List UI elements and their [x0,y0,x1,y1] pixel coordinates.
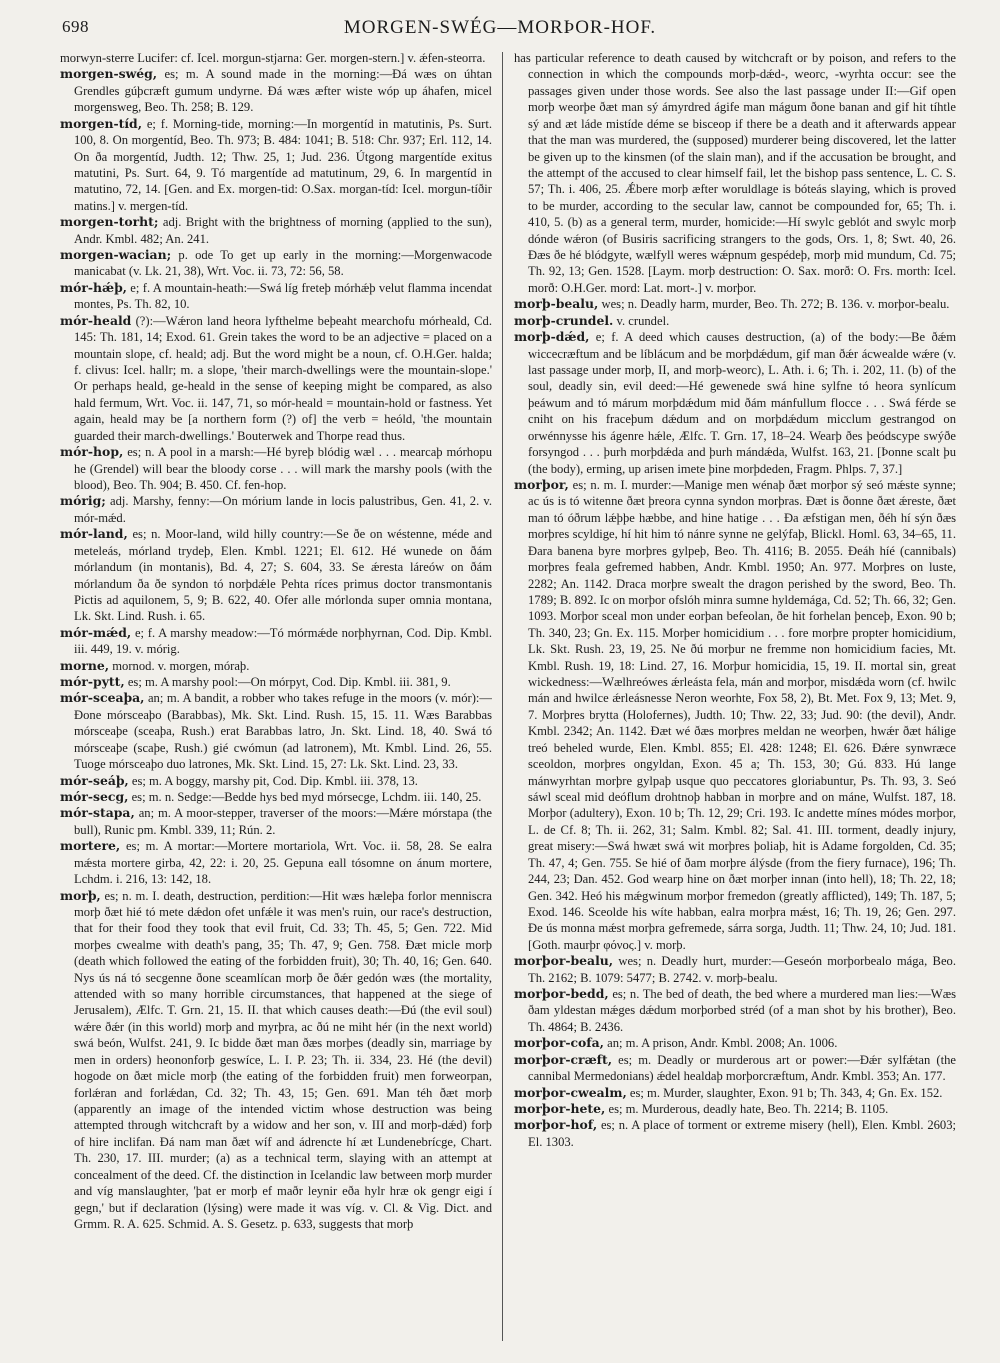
entry-text: es; n. The bed of death, the bed where a murdered man lies:—Wæs ðam yldestan mǽges dǽdum morþorbed stréd (of a man shot by his brother), Beo. Th. 4864; B. 2436. [528,987,956,1034]
entry-headword: morþor, [514,476,569,492]
dictionary-entry [514,296,956,312]
dictionary-entry [60,888,492,1233]
entry-headword: mór-land, [60,526,128,542]
dictionary-entry [60,313,492,444]
dictionary-entry [60,444,492,493]
dictionary-entry [60,280,492,313]
entry-text: es; m. A mortar:—Mortere mortariola, Wrt. Voc. ii. 58, 28. Se ealra mǽsta mortere girba, 42, 22: i. 20, 25. Gepuna eall tósomne on ánum mortere, Lchdm. i. 216, 13: 142, 18. [74,839,492,887]
dictionary-entry [60,493,492,526]
entry-headword: mór-hǽþ, [60,279,127,295]
entry-text: (?):—Wǽron land heora lyfthelme beþeaht mearchofu mórheald, Cd. 145: Th. 181, 14; Exod. 61. Grein takes the word to be an adjective = placed on a mountain slope, cf. heald; adj. But the word might be a noun, cf. O.H.Ger. halda; f. clivus: Icel. hallr; m. a slope, 'their march-dwellings were the mountain-slope.' Or perhaps heald, ge-heald in the sense of keeping might be compared, as also hald fermum, Wrt. Voc. ii. 147, 71, so mór-heald = mountain-hold or fastness. Yet again, heald may be [a northern form (?) of] the verb = heóld, 'the mountain guarded their march-dwellings.' Bouterwek and Thorpe read thus. [74,313,492,443]
dictionary-entry [60,773,492,789]
left-column [60,50,492,1343]
entry-text: es; n. A pool in a marsh:—Hé byreþ blódig wæl . . . mearcaþ mórhopu he (Grendel) will bear the bloody corse . . . will mark the marshy pools (with the blood), Beo. Th. 904; B. 450. Cf. fen-hop. [74,445,492,492]
dictionary-entry [60,674,492,690]
right-column [514,50,956,1343]
dictionary-entry [60,789,492,805]
entry-text: an; m. A prison, Andr. Kmbl. 2008; An. 1006. [607,1036,838,1051]
entry-text: e; f. A marshy meadow:—Tó mórmǽde norþhyrnan, Cod. Dip. Kmbl. iii. 449, 19. v. mórig. [74,625,492,657]
dictionary-entry [60,625,492,658]
dictionary-entry [514,986,956,1035]
entry-headword: morþ-crundel. [514,312,614,328]
dictionary-entry [514,953,956,986]
entry-headword: morþ-dǽd, [514,329,590,345]
dictionary-entry [60,658,492,674]
entry-text: es; m. Murderous, deadly hate, Beo. Th. 2214; B. 1105. [608,1102,889,1116]
entry-text: es; n. Moor-land, wild hilly country:—Se ðe on wéstenne, méde and meteleás, mórland trydeþ, Elen. Kmbl. 1221; El. 612. Hé wunede on ðám mórlandum (in montanis), Bd. 4, 27; S. 604, 33. Se ǽresta láreów on ðám mórlandum ða ðe syndon tó norþdǽle Pehta ríces primus doctor transmontanis Pictis ad aquilonem, 5, 9; B. 622, 40. Ofer alle mórlonda super omnia montana, Lk. Skt. Lind. Rush. i. 65. [74,527,492,624]
entry-text: v. crundel. [616,313,670,328]
entry-text: wes; n. Deadly hurt, murder:—Geseón morþorbealo mága, Beo. Th. 2162; B. 1079: 5477; B. 2742. v. morþ-bealu. [528,954,956,985]
dictionary-entry [514,1085,956,1101]
dictionary-entry [514,477,956,953]
entry-text: es; m. A marshy pool:—On mórpyt, Cod. Dip. Kmbl. iii. 381, 9. [127,675,451,690]
column-divider [502,52,503,1341]
entry-text: adj. Marshy, fenny:—On mórium lande in locis palustribus, Gen. 41, 2. v. mór-mǽd. [74,494,492,525]
dictionary-entry [514,50,956,296]
entry-text: e; f. Morning-tide, morning:—In morgentíd in matutinis, Ps. Surt. 100, 8. On morgentíd, Beo. Th. 973; B. 484: 1041; B. 518: Chr. 937; Erl. 112, 14. On ða morgentíd, Judth. 12; Thw. 25, 1; Jud. 236. Útgong margentíde exitus matutini, Ps. Surt. 64, 9. Tó margentíde ad matutinum, 29, 6. In margentíd in matutino, 72, 14. [Gen. and Ex. morgen-tid: O.Sax. morgan-tíd: Icel. morgun-tíðir matins.] v. mergen-tíd. [74,116,492,213]
dictionary-entry [514,1052,956,1085]
entry-headword: morgen-tíd, [60,115,143,131]
entry-text: an; m. A moor-stepper, traverser of the moors:—Mǽre mórstapa (the bull), Runic pm. Kmbl. 339, 11; Rún. 2. [74,806,492,837]
entry-headword: morþor-cofa, [514,1035,604,1051]
entry-headword: morþ, [60,887,101,903]
entry-text: es; n. A place of torment or extreme misery (hell), Elen. Kmbl. 2603; El. 1303. [528,1118,956,1149]
dictionary-entry [60,526,492,625]
entry-text: es; m. A sound made in the morning:—Ðá wæs on úhtan Grendles gúþcræft gumum undyrne. Ðá wæs æfter wiste wóp up áhafen, micel morgensweg, Beo. Th. 258; B. 129. [74,67,492,115]
dictionary-entry [514,329,956,477]
entry-headword: morgen-swég, [60,66,158,82]
dictionary-entry [514,313,956,329]
dictionary-entry [514,1101,956,1117]
page-number: 698 [62,17,89,36]
entry-headword: mór-hop, [60,444,124,460]
page-title: MORGEN-SWÉG—MORÞOR-HOF. [343,17,657,38]
entry-headword: mortere, [60,838,121,854]
dictionary-entry [60,116,492,215]
entry-text: adj. Bright with the brightness of morning (applied to the sun), Andr. Kmbl. 482; An. 241. [74,215,492,246]
dictionary-entry [60,50,492,66]
dictionary-entry [60,690,492,772]
entry-headword: morþor-bedd, [514,986,609,1002]
entry-headword: mór-heald [60,312,132,328]
entry-headword: mór-pytt, [60,674,125,690]
entry-headword: morþor-hof, [514,1117,598,1133]
entry-text: es; m. n. Sedge:—Bedde hys bed myd mórsecge, Lchdm. iii. 140, 25. [131,789,482,804]
dictionary-entry [60,838,492,887]
entry-text: mornod. v. morgen, móraþ. [112,658,250,673]
entry-headword: morne, [60,657,110,673]
entry-text: es; n. m. I. murder:—Manige men wénaþ ðæt morþor sý seó mǽste synne; ac ús is tó witenne ðæt þreora cynna syndon morþras. Ðæt is ðonne ðæt ǽreste, ðæt man tó óðrum lǽþþe hæbbe, and hine hatige . . . Ða æfstigan men, ðéh hí sýn ðæs morþres scyldige, hí hit him tó nánre synne ne gelýfaþ, Blickl. Homl. 63, 34–65, 11. Ðara banena byre morþres gylpeþ, Beo. Th. 4116; B. 2055. Ðeáh híé (cannibals) morþres feala gefremed habben, Andr. Kmbl. 1950; An. 977. Morþres on luste, 2282; An. 1142. Draca morþre swealt the dragon perished by the sword, Beo. Th. 1789; B. 892. Ic on morþor ofslóh minra sumne hyldemága, Cd. 52; Th. 66, 32; Gen. 1093. Morþor sceal mon under eorþan befeolan, ðe hit forhelan þenceþ, Exon. 90 b; Th. 340, 23; Gn. Ex. 115. Morþer homicidium . . . fore morþre propter homicidium, Lk. Skt. Rush. 23, 19, 25. Ne ðú morþur ne fremme non homicidium facies, Mt. Kmbl. Rush. 19, 18: Lind. 27, 16. Morþur homicidia, 15, 19. II. mortal sin, great wickedness:—Wælhreówes ǽrleásta fela, mán and morþor, misdǽda worn (cf. hwilc mán and hwilce ǽrleásnesse Neron weorhte, Fox 58, 2), Bt. Met. Fox 9, 13; Met. 9, 7. Morþres brytta (Holofernes), Judth. 10; Thw. 22, 33; Jud. 90: (the devil), Andr. Kmbl. 2342; An. 1142. Ðæt wé ðæs morþres meldan ne weorþen, hwǽr ðæt hálige treó beheled wurde, Elen. Kmbl. 855; El. 428: 1248; El. 626. Ðǽre synwræce sceoldon, morþres ongyldan, Exon. 45 a; Th. 153, 30; Gú. 833. Hú lange mánwyrhtan morþre gylpaþ usque quo peccatores gloriabuntur, Ps. Th. 93, 3. Seó sáwl sceal mid deóflum drohtnoþ habban in morþre and on máne, Wulfst. 187, 18. Morþor (adultery), Exon. 10 b; Th. 12, 29; Cri. 193. Ic andette mínes módes morþor, L. de Cf. 8; Th. ii. 262, 31; Salm. Kmbl. 82; Sal. 41. III. torment, deadly injury, great misery:—Swá hwæt swá wit morþres þoliaþ, hit is Adame forgolden, Cd. 35; Th. 47, 4; Gen. 755. Se hié of ðam morþre álýsde (from the fiery furnace), 196; Th. 244, 23; Dan. 452. God wearp hine on ðæt morþer innan (into hell), 18; Th. 22, 18; Gen. 342. Heó his mǽgwinum morþor fremedon (greatly afflicted), 149; Th. 187, 5; Exod. 146. Sceolde his wíte habban, ealra morþra mǽst, 16; Th. 19, 26; Gen. 297. Ðe ús monna mǽst morþra gefremede, sárra sorga, Judth. 11; Thw. 24, 10; Jud. 181. [Goth. maurþr φόνος.] v. morþ. [528,477,956,952]
entry-text: es; m. A boggy, marshy pit, Cod. Dip. Kmbl. iii. 378, 13. [131,773,418,788]
entry-headword: morþor-bealu, [514,953,614,969]
entry-headword: morþor-cræft, [514,1051,613,1067]
entry-headword: morþor-cwealm, [514,1084,627,1100]
dictionary-entry [514,1117,956,1150]
entry-text: e; f. A deed which causes destruction, (a) of the body:—Be ðǽm wiccecræftum and be líblácum and be morþdǽdum, gif man ðǽr ácwealde wǽre (v. last passage under morþ, II, and morþ-weorc), L. Ath. i. 6; Th. i. 202, 11. (b) of the soul, deadly sin, evil deed:—Hé gewenede swá hine sylfne tó heora synlícum þeáwum and tó márum morþdǽdum mid ðám mánfullum flocce . . . Swá férde se cniht on his fraceþum dǽdum and on morþdǽdum micclum gestrangod on orwénnysse his ágenre hǽle, Ælfc. T. Grn. 17, 18–24. Wearþ ðes þeódscype swýðe forsyngod . . . þurh morþdǽda and þurh mándǽda, Wulfst. 163, 21. [Þonne scalt þu (the body), erming, up arisen imete þine morþdeden, Fragm. Phlps. 7, 37.] [528,330,956,476]
entry-text: es; n. m. I. death, destruction, perdition:—Hit wæs hæleþa forlor menniscra morþ ðæt hié tó mete dǽdon ofet unfǽle it was men's ruin, our race's destruction, that for their food they took that evil fruit, Cd. 33; Th. 45, 5; Gen. 722. Mid morþes cwealme with death's pang, 35; Th. 47, 9; Gen. 758. Ðæt micle morþ (death which followed the eating of the forbidden fruit), 30; Th. 40, 16; Gen. 640. Nys ús ná tó secgenne ðone sceamlícan morþ ðe ðǽr gedón wæs (the mortality, attended with so many horrible circumstances, that happened at the siege of Jerusalem), Ælfc. T. Grn. 21, 15. II. that which causes death:—Ðú (the evil soul) wǽre ðǽr (in this world) morþ and myrþra, ac ðú ne miht hér (in the next world) swá beón, Wulfst. 241, 9. Ic bidde ðæt man ðæs morþes (deadly sin, marriage by men in orders) heononforþ geswíce, L. I. P. 23; Th. ii. 334, 23. Hé (the devil) hogode on ðæt micle morþ (the eating of the forbidden fruit) men forweorpan, forlǽran and forlǽdan, Cd. 32; Th. 43, 15; Gen. 691. Man téh ðæt morþ (apparently an image of the intended victim whose destruction was being attempted through witchcraft by a widow and her son, v. III and morþ-dǽd) forþ of hire inclifan. Ðá nam man ðæt wíf and ádrencte hí æt Lundenebrícge, Chart. Th. 230, 17. III. murder; (a) as a technical term, slaying with an attempt at concealment of the deed. Cf. the distinction in Icelandic law between morþ murder and víg manslaughter, 'þat er morþ ef maðr leynir eða hylr hræ ok gengr eigi í gegn,' but if declaration (lýsing) were made it was víg. v. Cl. & Vig. Dict. and Grmm. R. A. 625. Schmid. A. S. Gesetz. p. 633, suggests that morþ [74,888,492,1231]
entry-text: morwyn-sterre Lucifer: cf. Icel. morgun-stjarna: Ger. morgen-stern.] v. ǽfen-steorra. [60,51,486,65]
entry-text: has particular reference to death caused by witchcraft or by poison, and refers to the connection in which the compounds morþ-dǽd-, weorc, -wyrhta occur: see the passages given under those words. See also the last passage under II:—Gif open morþ weorþe ðæt man sý ámyrdred ágife man mágum ðone banan and gif hit tíhtle sý and æt láde mistíde déme se bisceop if there be a death and it afterwards appear that the man was murdered, the (supposed) murderer being discovered, let the latter be given up to the kinsmen (of the slain man), and if the accusation be brought, and the attempt of the accused to clear himself fail, let the bishop pass sentence, L. C. S. 57; Th. i. 406, 25. Ǽbere morþ æfter woruldlage is bóteás slaying, which is proved to be murder, according to the secular law, cannot be compounded for, 65; Th. i. 410, 5. (b) as a general term, murder, homicide:—Hí swylc geblót and swylc morþ dónde wǽron (of Busiris sacrificing strangers to the gods, Ors. 1, 8; Swt. 40, 26. Ðæs ðe hé blódgyte, wælfyll weres wǽpnum gespédeþ, morþ mid mundum, Cd. 75; Th. 92, 13; Gen. 1528. [Laym. morþ destruction: O. Sax. morð: O. Frs. morth: Icel. morð: O.H.Ger. mord: Lat. mort-.] v. morþor. [514,51,956,295]
entry-headword: mór-sceaþa, [60,690,145,706]
entry-headword: mór-secg, [60,788,129,804]
entry-headword: morgen-wacian; [60,247,172,263]
dictionary-entry [60,66,492,115]
entry-headword: morgen-torht; [60,214,159,230]
entry-headword: mór-mǽd, [60,624,132,640]
entry-text: es; m. Deadly or murderous art or power:—Ðǽr sylfǽtan (the cannibal Mermedonians) ǽdel healdaþ morþorcræftum, Andr. Kmbl. 353; An. 177. [528,1052,956,1084]
dictionary-entry [514,1035,956,1051]
entry-headword: mórig; [60,493,106,509]
entry-text: es; m. Murder, slaughter, Exon. 91 b; Th. 343, 4; Gn. Ex. 152. [629,1085,943,1100]
entry-headword: morþ-bealu, [514,296,599,312]
entry-text: an; m. A bandit, a robber who takes refuge in the moors (v. mór):—Ðone mórsceaþo (Barabbas), Mk. Skt. Lind. Rush. 15, 15. 11. Wæs Barabbas mórsceaþe (sceaþa, Rush.) erat Barabbas latro, Jn. Skt. Lind. 18, 40. Swá tó mórsceaþe (scaþe, Rush.) gié cwómun (ad latronem), Mt. Kmbl. Lind. 26, 55. Tuoge mórsceaþo duo latrones, Mk. Skt. Lind. 15, 27: Lk. Skt. Lind. 23, 33. [74,691,492,772]
entry-text: e; f. A mountain-heath:—Swá líg freteþ mórhǽþ velut flamma incendat montes, Ps. Th. 82, 10. [74,280,492,312]
entry-text: wes; n. Deadly harm, murder, Beo. Th. 272; B. 136. v. morþor-bealu. [601,297,950,312]
entry-text: p. ode To get up early in the morning:—Morgenwacode manicabat (v. Lk. 21, 38), Wrt. Voc. ii. 73, 72: 56, 58. [74,248,492,279]
dictionary-entry [60,247,492,280]
entry-headword: mór-seáþ, [60,772,129,788]
entry-headword: morþor-hete, [514,1101,606,1116]
dictionary-entry [60,214,492,247]
entry-headword: mór-stapa, [60,805,135,821]
dictionary-entry [60,805,492,838]
